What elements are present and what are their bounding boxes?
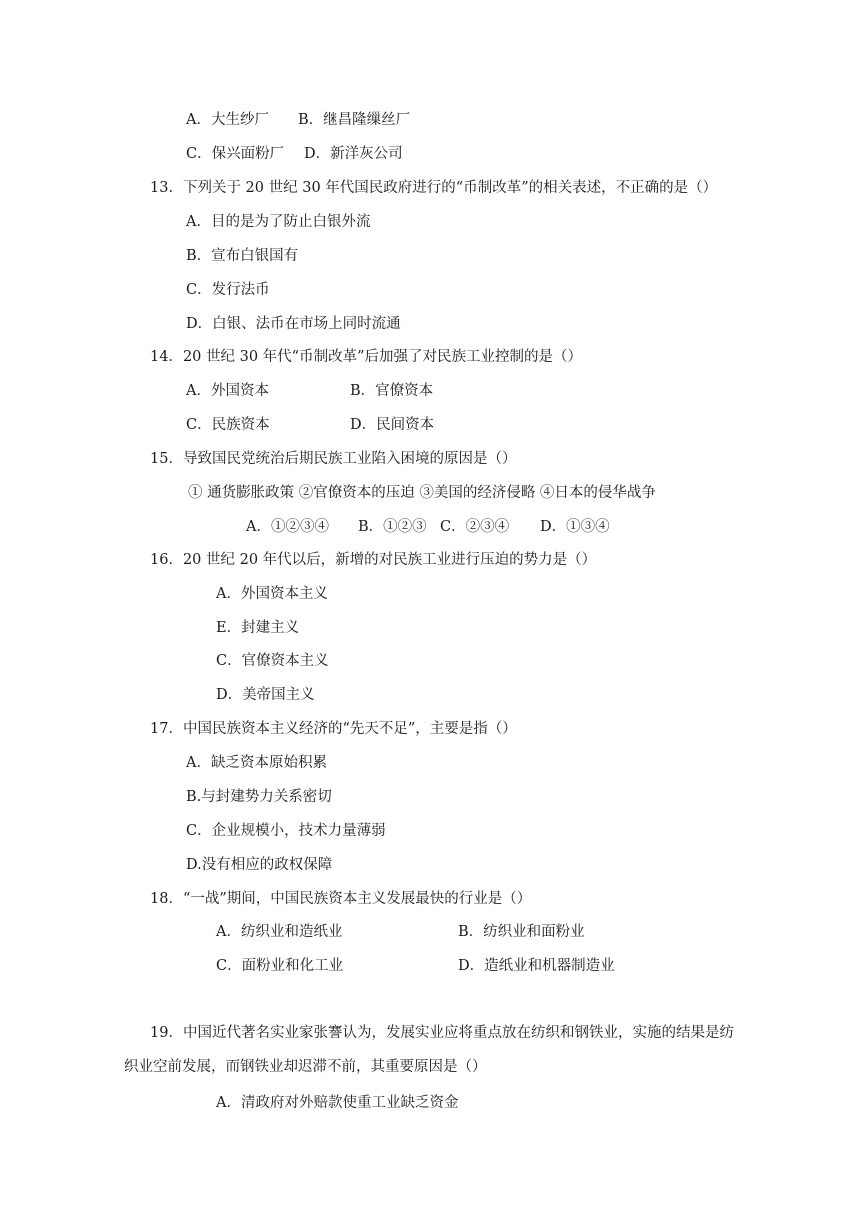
q14-option-d: D．民间资本 — [350, 417, 435, 433]
q12-options-cd — [186, 144, 403, 164]
q14-option-a: A．外国资本 — [186, 383, 269, 399]
q12-option-a: A．大生纱厂 — [186, 112, 269, 128]
q13-option-b: B．宣布白银国有 — [186, 248, 299, 264]
q16-option-e: E．封建主义 — [216, 620, 300, 636]
q15-stem: 15．导致国民党统治后期民族工业陷入困境的原因是（） — [150, 451, 517, 467]
q14-stem: 14．20 世纪 30 年代“币制改革”后加强了对民族工业控制的是（） — [150, 349, 583, 365]
q17-stem: 17．中国民族资本主义经济的“先天不足”，主要是指（） — [150, 721, 517, 737]
q17-option-a: A．缺乏资本原始积累 — [186, 755, 327, 771]
q16-stem: 16．20 世纪 20 年代以后，新增的对民族工业进行压迫的势力是（） — [150, 552, 597, 568]
q19-option-a: A．清政府对外赔款使重工业缺乏资金 — [216, 1095, 459, 1111]
q12-option-b: B．继昌隆缫丝厂 — [298, 112, 411, 128]
q18-option-a: A．纺织业和造纸业 — [216, 924, 343, 940]
q13-option-d: D．白银、法币在市场上同时流通 — [186, 316, 401, 332]
q13-stem: 13．下列关于 20 世纪 30 年代国民政府进行的“币制改革”的相关表述，不正确的是（） — [150, 180, 718, 196]
q16-option-d: D．美帝国主义 — [216, 687, 315, 703]
q18-stem: 18．“一战”期间，中国民族资本主义发展最快的行业是（） — [150, 891, 532, 907]
q19-stem-line-1: 19．中国近代著名实业家张謇认为，发展实业应将重点放在纺织和钢铁业，实施的结果是纺 — [150, 1025, 734, 1041]
q18-options-cd — [216, 956, 615, 976]
q15-option-b: B．①②③ — [358, 519, 427, 535]
q15-option-a: A．①②③④ — [246, 519, 329, 535]
q17-option-c: C．企业规模小，技术力量薄弱 — [186, 823, 386, 839]
q15-options — [246, 517, 610, 537]
q18-option-d: D．造纸业和机器制造业 — [458, 958, 615, 974]
q15-items: ① 通货膨胀政策 ②官僚资本的压迫 ③美国的经济侵略 ④日本的侵华战争 — [188, 485, 656, 501]
q18-option-b: B．纺织业和面粉业 — [458, 924, 585, 940]
q18-option-c: C．面粉业和化工业 — [216, 958, 344, 974]
q15-option-c: C．②③④ — [440, 519, 510, 535]
q15-option-d: D．①③④ — [540, 519, 610, 535]
q16-option-c: C．官僚资本主义 — [216, 653, 329, 669]
q14-option-b: B．官僚资本 — [350, 383, 434, 399]
q18-options-ab — [216, 922, 585, 942]
q14-options-ab — [186, 381, 434, 401]
q17-option-b: B.与封建势力关系密切 — [186, 789, 332, 805]
q12-option-d: D．新洋灰公司 — [304, 146, 403, 162]
q14-options-cd — [186, 415, 435, 435]
q19-stem-line-2: 织业空前发展，而钢铁业却迟滞不前，其重要原因是（） — [124, 1059, 487, 1075]
q12-options-ab — [186, 110, 411, 130]
q17-option-d: D.没有相应的政权保障 — [186, 857, 333, 873]
q14-option-c: C．民族资本 — [186, 417, 270, 433]
q13-option-c: C．发行法币 — [186, 282, 270, 298]
q16-option-a: A．外国资本主义 — [216, 586, 328, 602]
q13-option-a: A．目的是为了防止白银外流 — [186, 214, 371, 230]
q12-option-c: C．保兴面粉厂 — [186, 146, 285, 162]
